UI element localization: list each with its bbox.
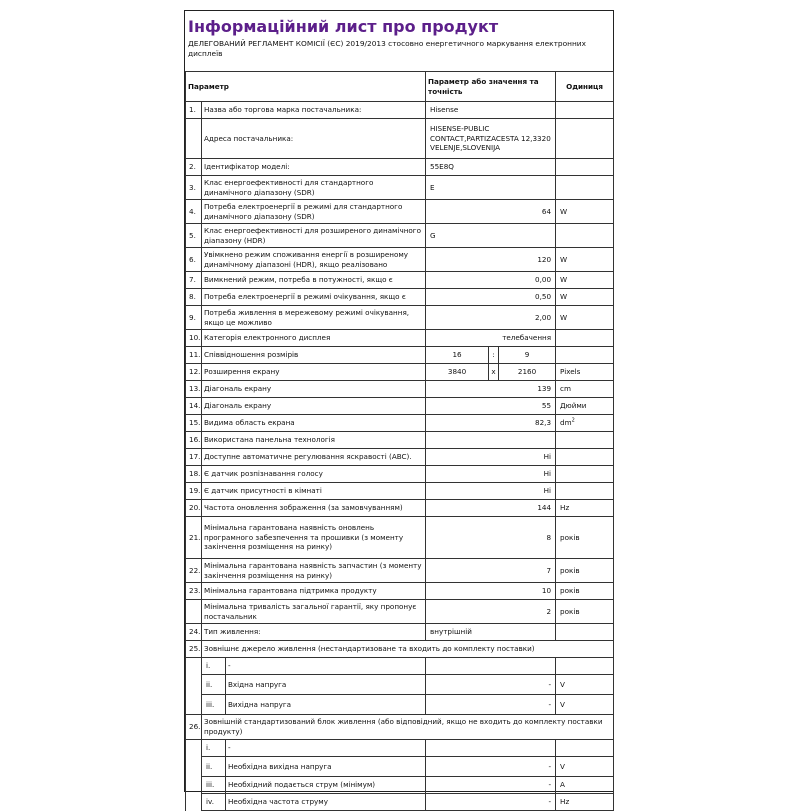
product-information-sheet (184, 10, 614, 807)
sub-row (186, 757, 614, 777)
row-label: Мінімальна гарантована наявність оновлень програмного забезпечення та прошивки (з моменту закінчення розміщення на ринку) (202, 517, 426, 559)
sub-row-number: i. (202, 658, 226, 675)
row-value: 2 (426, 600, 556, 624)
row-value: 8 (426, 517, 556, 559)
row-number: 12. (186, 364, 202, 381)
sub-row-unit (556, 658, 614, 675)
row-number: 2. (186, 159, 202, 176)
sub-row-number: iii. (202, 695, 226, 715)
row-label: Адреса постачальника: (202, 119, 426, 159)
unit-text: W (560, 206, 568, 216)
section-header-row (186, 641, 614, 658)
row-label: Є датчик присутності в кімнаті (202, 483, 426, 500)
row-value: Ні (426, 466, 556, 483)
row-value: 2,00 (426, 306, 556, 330)
row-value: 120 (426, 248, 556, 272)
row-label: Мінімальна гарантована наявність запчастин (з моменту закінчення розміщення на ринку) (202, 559, 426, 583)
unit-superscript: 2 (571, 417, 575, 424)
row-unit (556, 176, 614, 200)
row-value: 82,3 (426, 415, 556, 432)
sub-row-indent (186, 757, 202, 777)
sub-row (186, 740, 614, 757)
sub-row-number: iv. (202, 794, 226, 811)
row-label: Клас енергоефективності для розширеного динамічного діапазону (HDR) (202, 224, 426, 248)
row-label: Діагональ екрану (202, 398, 426, 415)
sub-row-indent (186, 777, 202, 794)
row-number: 6. (186, 248, 202, 272)
sub-row-unit: A (556, 777, 614, 794)
sub-row-number: iii. (202, 777, 226, 794)
unit-text: W (560, 275, 568, 285)
row-number: 19. (186, 483, 202, 500)
table-row (186, 517, 614, 559)
sub-row-value: - (426, 695, 556, 715)
row-label: Видима область екрана (202, 415, 426, 432)
unit-text: років (560, 532, 580, 542)
row-value: 0,50 (426, 289, 556, 306)
row-number: 8. (186, 289, 202, 306)
table-row (186, 330, 614, 347)
row-value: Ні (426, 483, 556, 500)
row-label: Увімкнено режим споживання енергії в розширеному динамічному діапазоні (HDR), якщо реалізовано (202, 248, 426, 272)
column-header-unit: Одиниця (556, 72, 614, 102)
sub-row-value (426, 658, 556, 675)
row-value: E (426, 176, 556, 200)
table-row (186, 398, 614, 415)
section-header-row (186, 715, 614, 740)
table-row (186, 449, 614, 466)
row-value: HISENSE-PUBLIC CONTACT,PARTIZACESTA 12,3320 VELENJE,SLOVENIJA (426, 119, 556, 159)
sub-row-label: Вхідна напруга (226, 675, 426, 695)
sheet-header (185, 11, 613, 71)
row-label: Ідентифікатор моделі: (202, 159, 426, 176)
sub-row-label: Вихідна напруга (226, 695, 426, 715)
row-unit (556, 159, 614, 176)
row-number (186, 600, 202, 624)
row-label: Частота оновлення зображення (за замовчуванням) (202, 500, 426, 517)
table-row (186, 500, 614, 517)
row-value: 0,00 (426, 272, 556, 289)
table-row (186, 583, 614, 600)
row-label: Розширення екрану (202, 364, 426, 381)
table-row (186, 432, 614, 449)
table-row (186, 224, 614, 248)
row-unit (556, 483, 614, 500)
row-label: Вимкнений режим, потреба в потужності, якщо є (202, 272, 426, 289)
row-label: Потреба електроенергії в режимі очікування, якщо є (202, 289, 426, 306)
row-value: 139 (426, 381, 556, 398)
table-row (186, 176, 614, 200)
row-unit (556, 381, 614, 398)
table-row (186, 364, 614, 381)
row-value (426, 432, 556, 449)
section-label: Зовнішній стандартизований блок живлення (або відповідний, якщо не входить до комплекту поставки продукту) (202, 715, 614, 740)
table-row (186, 600, 614, 624)
unit-text: dm (560, 418, 572, 428)
row-unit (556, 364, 614, 381)
sub-row (186, 777, 614, 794)
sub-row-value: - (426, 675, 556, 695)
row-label: Назва або торгова марка постачальника: (202, 102, 426, 119)
sub-row-value (426, 740, 556, 757)
row-number: 26. (186, 715, 202, 740)
table-row (186, 200, 614, 224)
unit-text: cm (560, 384, 572, 394)
sub-row (186, 658, 614, 675)
row-unit (556, 600, 614, 624)
row-label: Мінімальна тривалість загальної гарантії, яку пропонує постачальник (202, 600, 426, 624)
row-label: Доступне автоматичне регулювання яскравості (ABC). (202, 449, 426, 466)
row-label: Мінімальна гарантована підтримка продукту (202, 583, 426, 600)
row-number: 21. (186, 517, 202, 559)
row-label: Є датчик розпізнавання голосу (202, 466, 426, 483)
table-row (186, 159, 614, 176)
row-value: Ні (426, 449, 556, 466)
sub-row-value: - (426, 777, 556, 794)
row-number: 14. (186, 398, 202, 415)
row-value: 10 (426, 583, 556, 600)
sub-row-label: - (226, 740, 426, 757)
sheet-title: Інформаційний лист про продукт (188, 17, 499, 36)
row-number: 4. (186, 200, 202, 224)
column-header-value: Параметр або значення та точність (426, 72, 556, 102)
row-value: 7 (426, 559, 556, 583)
unit-text: років (560, 565, 580, 575)
table-row (186, 289, 614, 306)
unit-text: W (560, 292, 568, 302)
row-number: 16. (186, 432, 202, 449)
row-number: 13. (186, 381, 202, 398)
row-unit (556, 415, 614, 432)
section-label: Зовнішнє джерело живлення (нестандартизоване та входить до комплекту поставки) (202, 641, 614, 658)
table-row (186, 306, 614, 330)
row-unit (556, 500, 614, 517)
unit-text: W (560, 312, 568, 322)
row-unit (556, 272, 614, 289)
value-part-b: 2160 (499, 364, 556, 381)
row-value: G (426, 224, 556, 248)
row-number: 17. (186, 449, 202, 466)
table-row (186, 102, 614, 119)
row-value: Hisense (426, 102, 556, 119)
row-unit (556, 583, 614, 600)
row-label: Потреба електроенергії в режимі для стандартного динамічного діапазону (SDR) (202, 200, 426, 224)
table-row (186, 248, 614, 272)
sub-row (186, 794, 614, 811)
row-unit (556, 330, 614, 347)
row-label: Клас енергоефективності для стандартного динамічного діапазону (SDR) (202, 176, 426, 200)
row-unit (556, 449, 614, 466)
row-unit (556, 432, 614, 449)
row-number: 5. (186, 224, 202, 248)
table-row (186, 272, 614, 289)
sub-row-indent (186, 794, 202, 811)
sub-row-label: Необхідна частота струму (226, 794, 426, 811)
sub-row-unit: V (556, 675, 614, 695)
value-separator: x (489, 364, 499, 381)
row-value: внутрішній (426, 624, 556, 641)
row-number: 1. (186, 102, 202, 119)
row-unit (556, 306, 614, 330)
value-part-a: 3840 (426, 364, 489, 381)
sub-row-label: Необхідний подається струм (мінімум) (226, 777, 426, 794)
row-unit (556, 119, 614, 159)
row-label: Використана панельна технологія (202, 432, 426, 449)
row-unit (556, 347, 614, 364)
sub-row-indent (186, 675, 202, 695)
row-number: 9. (186, 306, 202, 330)
table-row (186, 347, 614, 364)
table-row (186, 466, 614, 483)
sub-row-indent (186, 740, 202, 757)
row-number: 20. (186, 500, 202, 517)
row-unit (556, 248, 614, 272)
sub-row-indent (186, 695, 202, 715)
column-header-parameter: Параметр (186, 72, 426, 102)
sub-row-number: i. (202, 740, 226, 757)
row-number: 7. (186, 272, 202, 289)
row-unit (556, 102, 614, 119)
sub-row-label: Необхідна вихідна напруга (226, 757, 426, 777)
row-label: Тип живлення: (202, 624, 426, 641)
row-unit (556, 466, 614, 483)
row-number: 3. (186, 176, 202, 200)
sub-row-number: ii. (202, 675, 226, 695)
table-row (186, 415, 614, 432)
row-unit (556, 398, 614, 415)
row-number: 23. (186, 583, 202, 600)
row-unit (556, 200, 614, 224)
row-unit (556, 624, 614, 641)
table-row (186, 381, 614, 398)
row-unit (556, 517, 614, 559)
sub-row-indent (186, 658, 202, 675)
unit-text: Pixels (560, 367, 581, 377)
row-unit (556, 559, 614, 583)
row-value: 55 (426, 398, 556, 415)
sub-row-unit: V (556, 695, 614, 715)
row-unit (556, 289, 614, 306)
sub-row-unit: Hz (556, 794, 614, 811)
sub-row-number: ii. (202, 757, 226, 777)
unit-text: Hz (560, 503, 570, 513)
value-separator: : (489, 347, 499, 364)
unit-text: W (560, 254, 568, 264)
row-number: 11. (186, 347, 202, 364)
row-label: Діагональ екрану (202, 381, 426, 398)
unit-text: років (560, 586, 580, 596)
row-value: 55E8Q (426, 159, 556, 176)
sub-row-unit (556, 740, 614, 757)
value-part-a: 16 (426, 347, 489, 364)
row-value: 64 (426, 200, 556, 224)
row-label: Співвідношення розмірів (202, 347, 426, 364)
value-part-b: 9 (499, 347, 556, 364)
table-row (186, 559, 614, 583)
regulation-text: ДЕЛЕГОВАНИЙ РЕГЛАМЕНТ КОМІСІЇ (ЄС) 2019/2013 стосовно енергетичного маркування електронних дисплеїв (188, 39, 586, 58)
parameters-table (185, 71, 614, 811)
row-number: 25. (186, 641, 202, 658)
table-header-row (186, 72, 614, 102)
sub-row (186, 695, 614, 715)
table-row (186, 483, 614, 500)
row-label: Категорія електронного дисплея (202, 330, 426, 347)
table-row (186, 624, 614, 641)
sub-row-label: - (226, 658, 426, 675)
sub-row (186, 675, 614, 695)
row-number: 15. (186, 415, 202, 432)
row-number: 10. (186, 330, 202, 347)
row-value: 144 (426, 500, 556, 517)
table-row (186, 119, 614, 159)
row-value: телебачення (426, 330, 556, 347)
sub-row-value: - (426, 794, 556, 811)
row-number (186, 119, 202, 159)
unit-text: років (560, 606, 580, 616)
row-number: 22. (186, 559, 202, 583)
row-number: 18. (186, 466, 202, 483)
row-unit (556, 224, 614, 248)
row-number: 24. (186, 624, 202, 641)
row-label: Потреба живлення в мережевому режимі очікування, якщо це можливо (202, 306, 426, 330)
sub-row-unit: V (556, 757, 614, 777)
sub-row-value: - (426, 757, 556, 777)
unit-text: Дюйми (560, 401, 587, 411)
